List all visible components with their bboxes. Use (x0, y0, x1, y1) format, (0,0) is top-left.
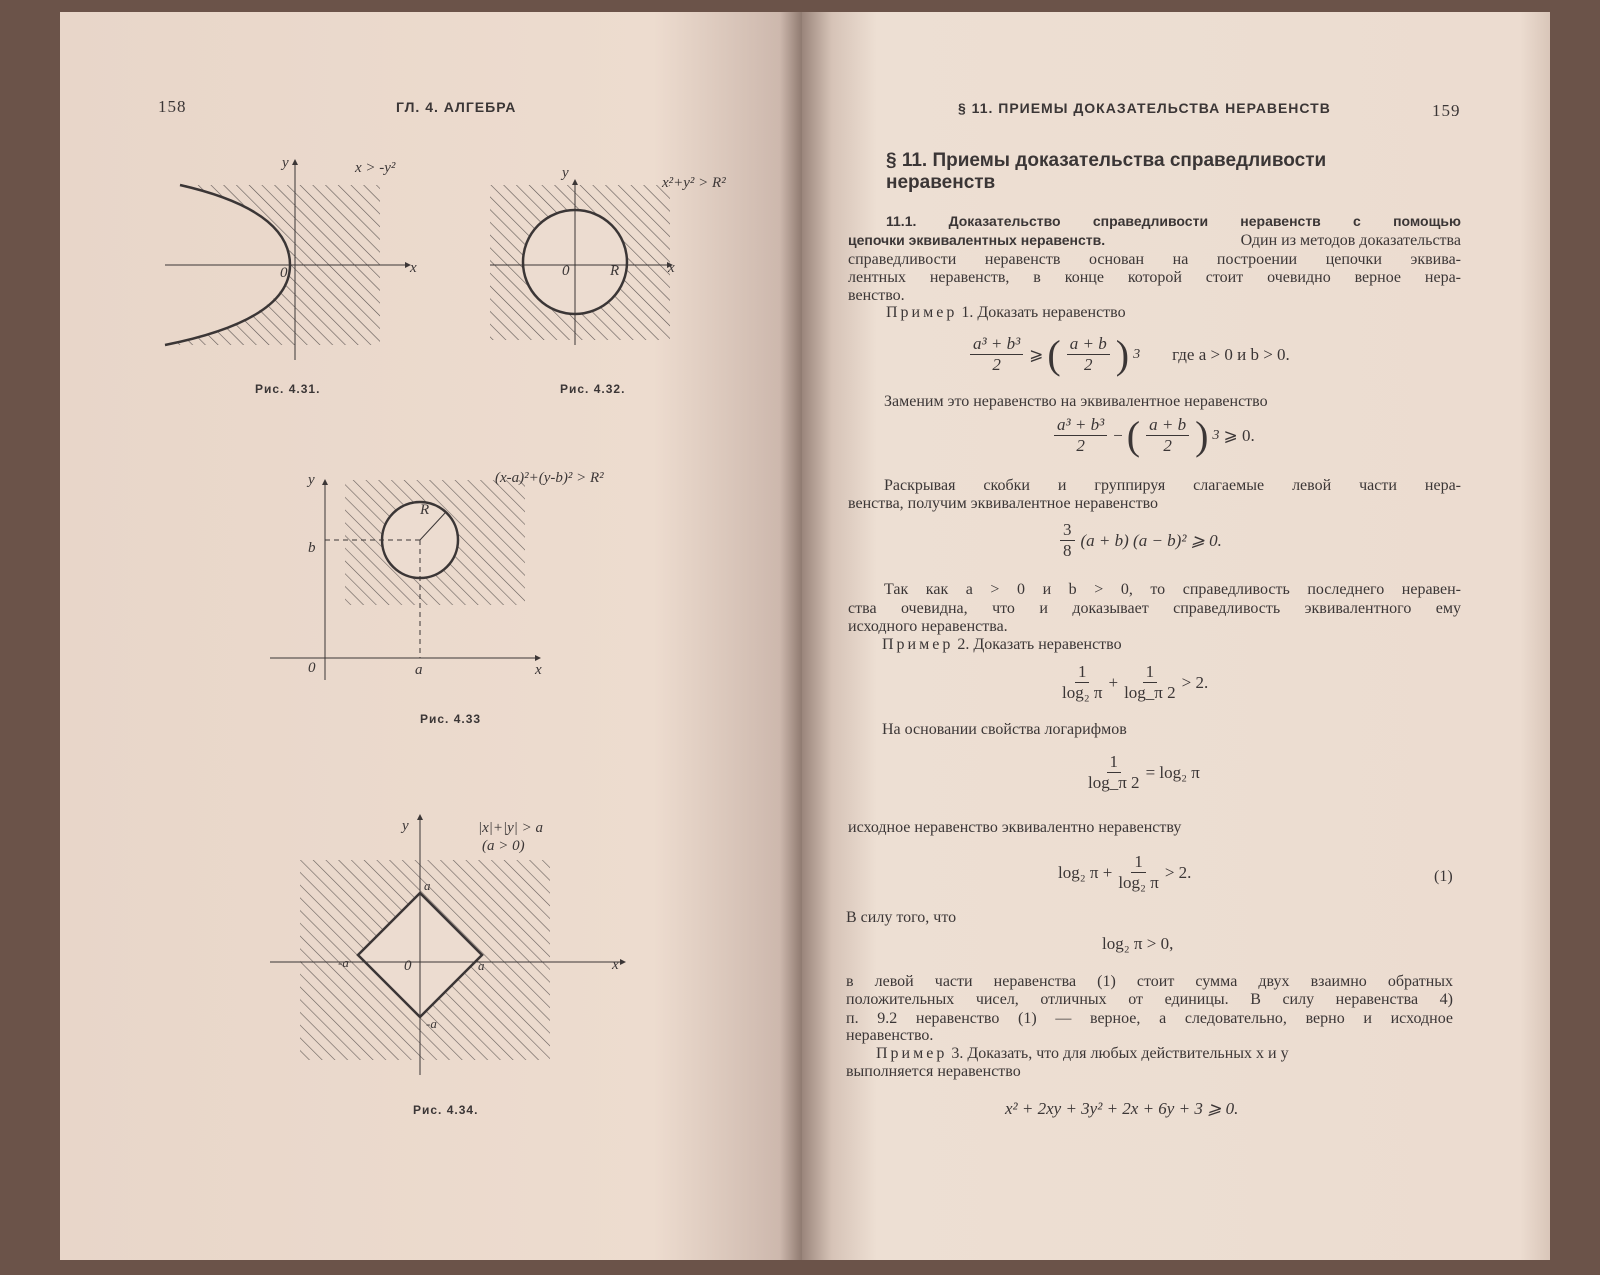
operator: − (1113, 425, 1123, 445)
fig31-origin: 0 (280, 265, 288, 281)
figure-4-32 (490, 180, 672, 345)
condition: где a > 0 и b > 0. (1172, 344, 1290, 364)
denominator: 2 (1076, 436, 1085, 455)
fig33-a-label: a (415, 662, 423, 678)
fig33-b-label: b (308, 540, 316, 556)
tail: > 2. (1181, 672, 1209, 692)
numerator: a + b (1146, 415, 1189, 436)
fig32-origin: 0 (562, 263, 570, 279)
paragraph-line (848, 232, 1461, 250)
fig32-caption: Рис. 4.32. (560, 382, 626, 396)
fig31-caption: Рис. 4.31. (255, 382, 321, 396)
numerator: a³ + b³ (970, 334, 1023, 355)
exponent: 3 (1212, 427, 1220, 443)
paragraph-line: п. 9.2 неравенство (1) — верное, а следовательно, верно и исходное (846, 1010, 1453, 1027)
fig33-caption: Рис. 4.33 (420, 712, 482, 726)
denominator: 2 (992, 355, 1001, 374)
example-label: Пример (886, 304, 958, 321)
formula-1: $\frac{\text{a³ + b³}}{2}$ ⩾ ( $\frac{a + b}{2}$ ) 3 где a > 0 и b > 0. (968, 334, 1290, 375)
page-number-left: 158 (158, 97, 187, 116)
numerator: 1 (1107, 752, 1122, 773)
paragraph-line: исходное неравенство эквивалентно неравенству (848, 819, 1182, 836)
paragraph-line: На основании свойства логарифмов (882, 721, 1127, 738)
figure-4-31 (165, 160, 410, 360)
expression: log₂ π + (1058, 862, 1113, 882)
formula-2: $\frac{\text{a³ + b³}}{2}$ − ( $\frac{a + b}{2}$ ) 3 ⩾ 0. (1052, 415, 1255, 456)
figure-4-34 (270, 815, 625, 1075)
fig31-x-label: x (410, 260, 417, 276)
denominator: 2 (1083, 355, 1093, 374)
fig33-condition: (x-a)²+(y-b)² > R² (495, 470, 604, 486)
fig34-a-right: a (478, 958, 485, 973)
paragraph-line: неравенство. (846, 1027, 934, 1044)
fig34-y-label: y (402, 818, 409, 834)
paragraph-line: Раскрывая скобки и группируя слагаемые левой части нера- (884, 477, 1461, 494)
paragraph-line: ства очевидна, что и доказывает справедливость эквивалентного ему (848, 600, 1461, 617)
relation: ⩾ (1029, 344, 1044, 364)
numerator: 1 (1131, 852, 1146, 873)
denominator: 8 (1063, 541, 1072, 560)
fig32-condition: x²+y² > R² (662, 175, 726, 191)
page-number-right: 159 (1432, 101, 1461, 120)
paragraph-line: Так как a > 0 и b > 0, то справедливость последнего неравен- (884, 581, 1461, 598)
denominator: log_π 2 (1124, 683, 1176, 702)
fig32-radius: R (610, 263, 620, 279)
numerator: 3 (1060, 520, 1075, 541)
fig33-origin: 0 (308, 660, 316, 676)
example-label: Пример (882, 636, 954, 653)
example-label: Пример (876, 1045, 948, 1062)
paragraph-line: исходного неравенства. (848, 618, 1008, 635)
text: 3. Доказать, что для любых действительных x и y (951, 1045, 1289, 1062)
fig33-radius: R (420, 502, 430, 518)
paragraph-line: Заменим это неравенство на эквивалентное неравенство (884, 393, 1268, 410)
fig34-a-bottom: -a (426, 1016, 437, 1031)
fig34-x-label: x (612, 957, 619, 973)
paragraph-line: в левой части неравенства (1) стоит сумма двух взаимно обратных (846, 973, 1453, 990)
formula-8: x² + 2xy + 3y² + 2x + 6y + 3 ⩾ 0. (1005, 1099, 1239, 1118)
example-3-intro (876, 1045, 1289, 1063)
denominator: log₂ π (1118, 873, 1159, 892)
numerator: 1 (1143, 662, 1158, 683)
fig32-x-label: x (668, 260, 675, 276)
fig34-note: (a > 0) (482, 838, 525, 854)
fig34-a-top: a (424, 878, 431, 893)
paragraph-line: выполняется неравенство (846, 1063, 1021, 1080)
fig31-y-label: y (282, 155, 289, 171)
formula-3 (1058, 520, 1222, 561)
paragraph-line: венство. (848, 287, 905, 304)
paragraph-line: справедливости неравенств основан на построении цепочки эквива- (848, 251, 1461, 268)
numerator: a + b (1067, 334, 1110, 355)
paragraph-line: положительных чисел, отличных от единицы. В силу неравенства 4) (846, 991, 1453, 1008)
formula-6 (1058, 852, 1191, 893)
formula-5 (1086, 752, 1200, 793)
tail: ⩾ 0. (1223, 425, 1255, 445)
paragraph-line: В силу того, что (846, 909, 957, 926)
fig34-caption: Рис. 4.34. (413, 1103, 479, 1117)
text: 1. Доказать неравенство (961, 304, 1126, 321)
denominator: log_π 2 (1088, 773, 1140, 792)
section-title-line1: § 11. Приемы доказательства справедливости (886, 150, 1327, 171)
formula-7: log₂ π > 0, (1102, 934, 1174, 953)
fig32-y-label: y (562, 165, 569, 181)
denominator: 2 (1163, 436, 1172, 455)
equation-number: (1) (1434, 868, 1453, 885)
text: Один из методов доказательства (1240, 232, 1461, 249)
numerator: 1 (1075, 662, 1090, 683)
tail: > 2. (1164, 862, 1192, 882)
fig33-x-label: x (535, 662, 542, 678)
figure-4-33 (270, 480, 540, 680)
paragraph-line: лентных неравенств, в конце которой стоит очевидно верное нера- (848, 269, 1461, 286)
exponent: 3 (1133, 346, 1141, 362)
running-head-right: § 11. ПРИЕМЫ ДОКАЗАТЕЛЬСТВА НЕРАВЕНСТВ (958, 100, 1331, 116)
example-1-intro (886, 304, 1126, 322)
numerator: a³ + b³ (1054, 415, 1107, 436)
example-2-intro (882, 636, 1122, 654)
fig31-condition: x > -y² (355, 160, 396, 176)
fig34-condition: |x|+|y| > a (478, 820, 544, 836)
expression: = log₂ π (1145, 762, 1200, 782)
text: 2. Доказать неравенство (957, 636, 1122, 653)
operator: + (1108, 672, 1119, 692)
section-title-line2: неравенств (886, 172, 996, 193)
paragraph-line: венства, получим эквивалентное неравенство (848, 495, 1159, 512)
denominator: log₂ π (1062, 683, 1103, 702)
fig34-a-left: -a (338, 955, 349, 970)
subsection-heading: 11.1. Доказательство справедливости неравенств с помощью (886, 213, 1461, 229)
fig34-origin: 0 (404, 958, 412, 974)
subsection-heading-cont: цепочки эквивалентных неравенств. (848, 232, 1106, 248)
running-head-left: ГЛ. 4. АЛГЕБРА (396, 99, 517, 115)
formula-4 (1060, 662, 1208, 703)
fig33-y-label: y (308, 472, 315, 488)
expression: (a + b) (a − b)² ⩾ 0. (1080, 530, 1222, 550)
